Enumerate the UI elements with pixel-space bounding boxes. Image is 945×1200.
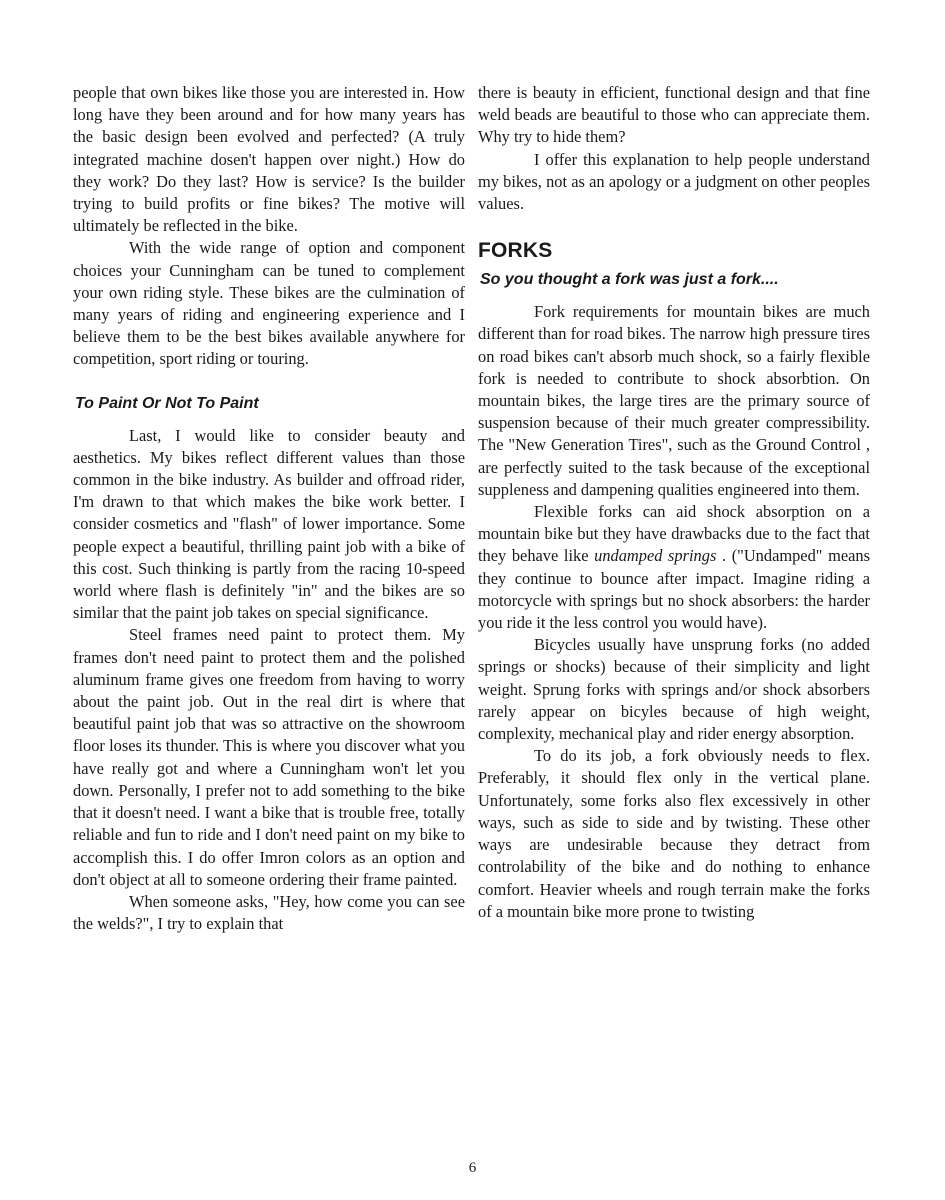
right-column [478, 82, 870, 923]
paragraph: When someone asks, "Hey, how come you can see the welds?", I try to explain that [73, 891, 465, 934]
section-subheading-paint: To Paint Or Not To Paint [75, 394, 259, 412]
paragraph: Steel frames need paint to protect them. My frames don't need paint to protect them and the polished aluminum frame gives one freedom from having to worry about the paint job. Out in the real dirt is where that beautiful paint job that was so attractive on the showroom floor loses its thunder. This is where you discover what you have really got and where a Cunningham won't let you down. Personally, I prefer not to add something to the bike that it doesn't need. I want a bike that is trouble free, totally reliable and fun to ride and I don't need paint on my bike to accomplish this. I do offer Imron colors as an option and don't object at all to someone ordering their frame painted. [73, 625, 465, 889]
paragraph: there is beauty in efficient, functional design and that fine weld beads are beautiful to those who can appreciate them. Why try to hide them? [478, 83, 870, 147]
paragraph: Fork requirements for mountain bikes are much different than for road bikes. The narrow high pressure tires on road bikes can't absorb much shock, so a fairly flexible fork is needed to contribute to shock absorbtion. On mountain bikes, the large tires are the primary source of suspension because of their much greater compressibility. The "New Generation Tires", such as the Ground Control , are perfectly suited to the task because of the exceptional suppleness and dampening qualities engineered into them. [478, 302, 870, 499]
paragraph: people that own bikes like those you are interested in. How long have they been around and for how many years has the basic design been evolved and perfected? (A truly integrated machine dosen't happen over night.) How do they work? Do they last? How is service? Is the builder trying to build profits or fine bikes? The motive will ultimately be reflected in the bike. [73, 83, 465, 236]
section-heading-forks: FORKS [478, 239, 553, 263]
paragraph: Last, I would like to consider beauty and aesthetics. My bikes reflect different values than those common in the bike industry. As builder and offroad rider, I'm drawn to that which makes the bike work better. I consider cosmetics and "flash" of lower importance. Some people expect a beautiful, thrilling paint job with a bike of this cost. Such thinking is partly from the racing 10-speed world where flash is definitely "in" and the bikes are so similar that the paint job takes on special significance. [73, 425, 465, 623]
paragraph [478, 501, 870, 634]
paragraph: To do its job, a fork obviously needs to flex. Preferably, it should flex only in the vertical plane. Unfortunately, some forks also flex excessively in other ways, such as side to side and by twisting. These other ways are undesirable because they detract from controlability of the bike and do nothing to enhance comfort. Heavier wheels and rough terrain make the forks of a mountain bike more prone to twisting [478, 746, 870, 921]
left-column [73, 82, 465, 935]
page-number: 6 [468, 1160, 477, 1176]
paragraph: Bicycles usually have unsprung forks (no added springs or shocks) because of their simplicity and light weight. Sprung forks with springs and/or shock absorbers rarely appear on bicyles because of high weight, complexity, mechanical play and rider energy absorption. [478, 635, 870, 744]
paragraph: I offer this explanation to help people understand my bikes, not as an apology or a judgment on other peoples values. [478, 149, 870, 214]
paragraph: With the wide range of option and component choices your Cunningham can be tuned to complement your own riding style. These bikes are the culmination of many years of riding and engineering experience and I believe them to be the best bikes available anywhere for competition, sport riding or touring. [73, 238, 465, 369]
paragraph-text: Flexible forks can aid shock absorption on a mountain bike but they have drawbacks due to the fact that they behave like [478, 502, 870, 566]
italic-term: undamped springs [594, 546, 717, 566]
section-subheading-forks: So you thought a fork was just a fork.... [480, 271, 779, 289]
paragraph-text: . ("Undamped" means they continue to bounce after impact. Imagine riding a motorcycle with springs but no shock absorbers: the harder you ride it the less control you would have). [478, 546, 870, 633]
